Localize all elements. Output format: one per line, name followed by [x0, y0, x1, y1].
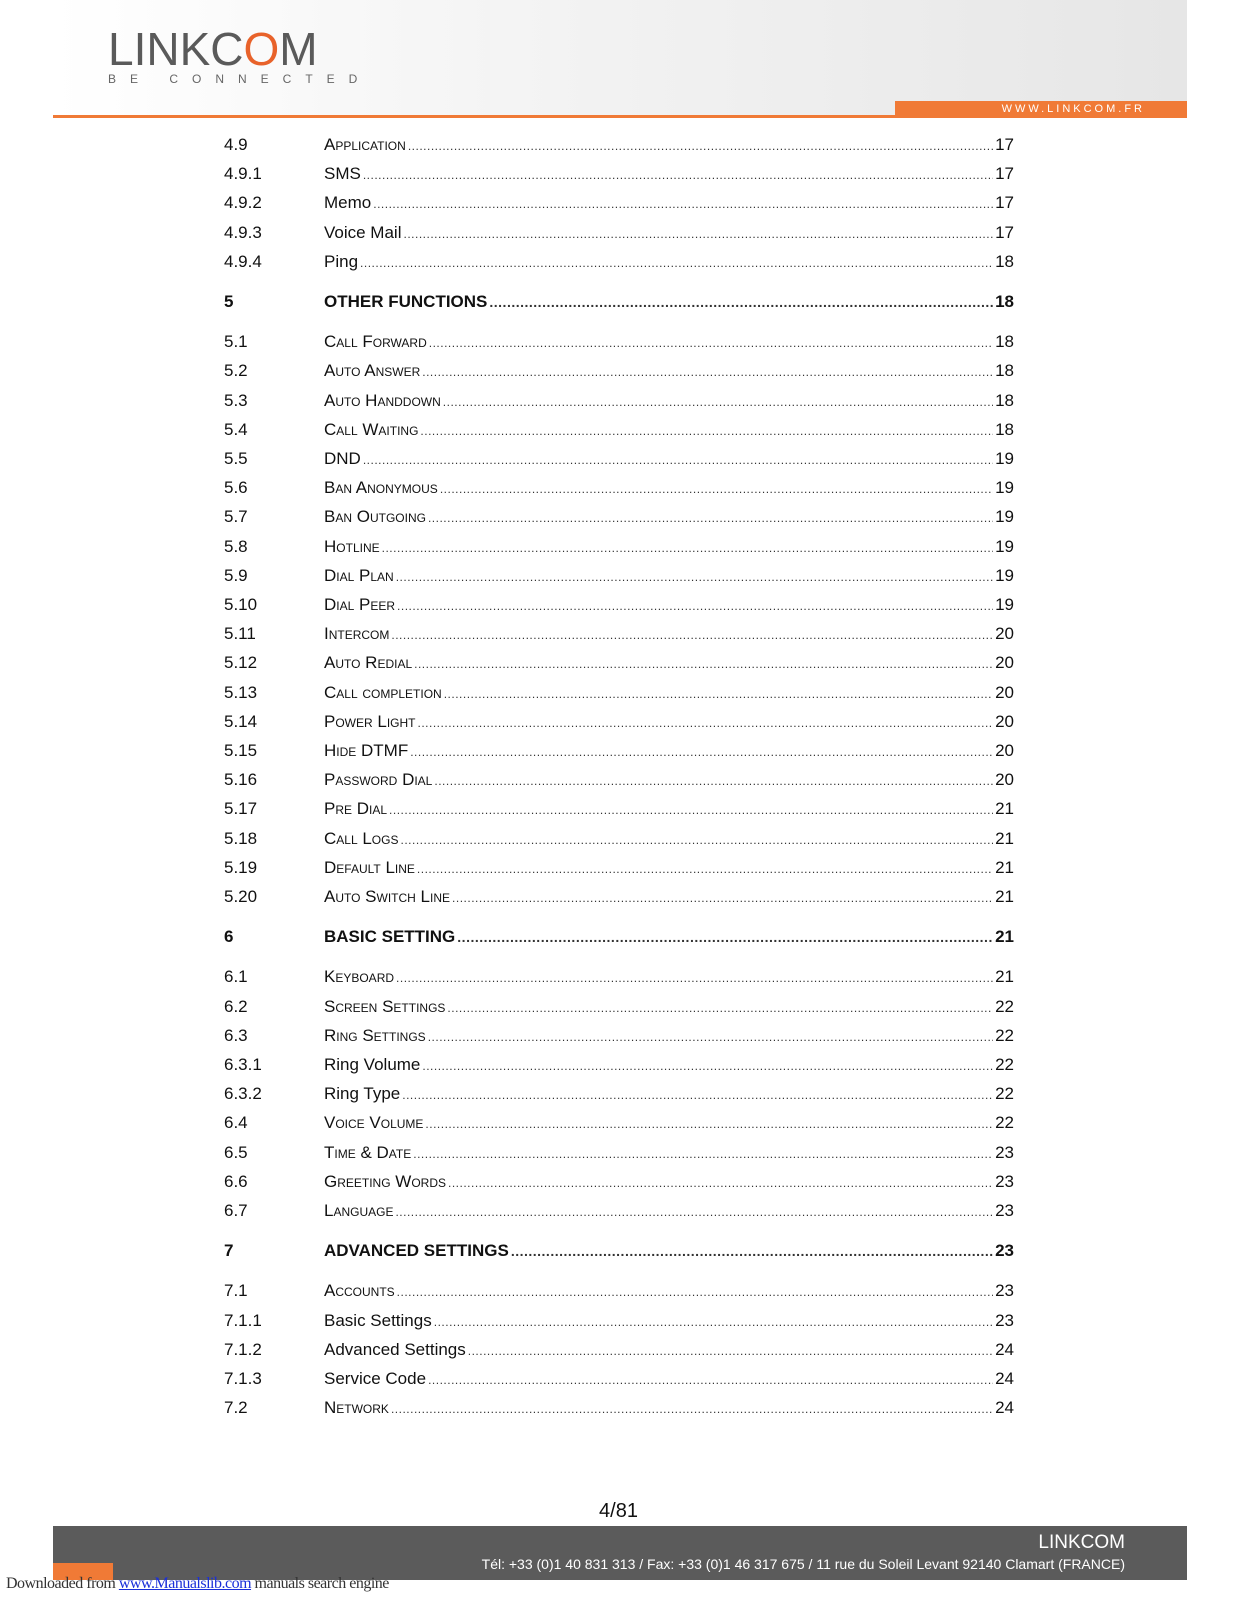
- toc-number: 5.9: [224, 566, 248, 585]
- toc-number: 5.13: [224, 683, 258, 702]
- toc-number: 5.20: [224, 887, 258, 906]
- toc-number: 5.14: [224, 712, 258, 731]
- toc-entry[interactable]: [224, 1277, 1014, 1305]
- manualslib-link[interactable]: www.Manualslib.com: [118, 1575, 252, 1592]
- toc-number: 4.9.4: [224, 252, 262, 271]
- toc-title: Dial Plan: [324, 566, 394, 585]
- toc-entry-body: [324, 160, 1014, 189]
- toc-page: 22: [995, 1026, 1014, 1045]
- toc-leader-dots: [443, 387, 993, 416]
- toc-leader-dots: [448, 1168, 993, 1197]
- toc-leader-dots: [420, 416, 993, 445]
- toc-number: 5.4: [224, 420, 248, 439]
- toc-leader-dots: [428, 503, 993, 532]
- toc-leader-dots: [440, 474, 993, 503]
- toc-number: 5.15: [224, 741, 258, 760]
- toc-entry[interactable]: [224, 189, 1014, 217]
- toc-page: 20: [995, 624, 1014, 643]
- toc-entry[interactable]: [224, 1197, 1014, 1225]
- toc-page: 19: [995, 449, 1014, 468]
- toc-number: 5.17: [224, 799, 258, 818]
- footer-company: LINKCOM: [1038, 1532, 1125, 1553]
- toc-leader-dots: [417, 854, 993, 883]
- page-number: 4/81: [599, 1500, 638, 1522]
- toc-entry[interactable]: [224, 328, 1014, 356]
- toc-entry[interactable]: [224, 1168, 1014, 1196]
- toc-entry-body: [324, 1336, 1014, 1365]
- toc-entry-body: [324, 993, 1014, 1022]
- toc-page: 23: [995, 1172, 1014, 1191]
- toc-entry[interactable]: [224, 416, 1014, 444]
- toc-leader-dots: [434, 766, 993, 795]
- toc-page: 24: [995, 1340, 1014, 1359]
- toc-title: Keyboard: [324, 967, 395, 986]
- page-footer: [53, 1526, 1187, 1580]
- toc-page: 20: [995, 770, 1014, 789]
- toc-entry[interactable]: [224, 288, 1014, 316]
- toc-number: 7.2: [224, 1398, 248, 1417]
- toc-entry-body: [324, 1365, 1014, 1394]
- toc-leader-dots: [395, 1197, 993, 1226]
- toc-entry-body: [324, 708, 1014, 737]
- toc-entry[interactable]: [224, 679, 1014, 707]
- toc-entry-body: [324, 503, 1014, 532]
- toc-title: Application: [324, 135, 406, 154]
- toc-leader-dots: [363, 160, 993, 189]
- toc-page: 20: [995, 683, 1014, 702]
- toc-number: 6.2: [224, 997, 248, 1016]
- toc-number: 5.7: [224, 507, 248, 526]
- toc-title: Ring Volume: [324, 1055, 421, 1074]
- toc-title: Pre Dial: [324, 799, 388, 818]
- toc-number: 5.6: [224, 478, 248, 497]
- toc-title: Advanced Settings: [324, 1340, 466, 1359]
- toc-title: BASIC SETTING: [324, 927, 456, 946]
- toc-page: 23: [995, 1311, 1014, 1330]
- toc-entry-body: [324, 923, 1014, 951]
- toc-number: 5.1: [224, 332, 248, 351]
- toc-entry[interactable]: [224, 445, 1014, 473]
- toc-title: Network: [324, 1398, 389, 1417]
- toc-entry-body: [324, 416, 1014, 445]
- toc-page: 23: [995, 1201, 1014, 1220]
- toc-number: 4.9: [224, 135, 248, 154]
- toc-leader-dots: [373, 189, 993, 218]
- toc-leader-dots: [429, 328, 993, 357]
- toc-entry-body: [324, 1051, 1014, 1080]
- toc-entry-body: [324, 248, 1014, 277]
- toc-title: Hotline: [324, 537, 380, 556]
- toc-leader-dots: [468, 1336, 993, 1365]
- toc-number: 5.8: [224, 537, 248, 556]
- toc-title: Accounts: [324, 1281, 395, 1300]
- toc-entry[interactable]: [224, 1394, 1014, 1422]
- toc-page: 19: [995, 478, 1014, 497]
- header-divider: [53, 115, 1187, 118]
- toc-entry-body: [324, 795, 1014, 824]
- toc-title: OTHER FUNCTIONS: [324, 292, 488, 311]
- toc-entry-body: [324, 591, 1014, 620]
- toc-entry[interactable]: [224, 357, 1014, 385]
- toc-entry-body: [324, 649, 1014, 678]
- toc-number: 5.19: [224, 858, 258, 877]
- toc-title: Memo: [324, 193, 372, 212]
- toc-entry-body: [324, 963, 1014, 992]
- toc-entry[interactable]: [224, 562, 1014, 590]
- toc-entry-body: [324, 131, 1014, 160]
- toc-entry-body: [324, 766, 1014, 795]
- linkcom-logo: [108, 24, 371, 86]
- toc-number: 7.1.2: [224, 1340, 262, 1359]
- toc-entry-body: [324, 1197, 1014, 1226]
- toc-title: Password Dial: [324, 770, 433, 789]
- toc-entry-body: [324, 1307, 1014, 1336]
- toc-entry-body: [324, 854, 1014, 883]
- toc-title: Greeting Words: [324, 1172, 446, 1191]
- toc-entry-body: [324, 883, 1014, 912]
- toc-entry[interactable]: [224, 737, 1014, 765]
- toc-leader-dots: [391, 620, 993, 649]
- download-prefix: Downloaded from: [6, 1575, 116, 1592]
- toc-number: 5.16: [224, 770, 258, 789]
- toc-leader-dots: [396, 963, 993, 992]
- download-suffix: manuals search engine: [251, 1575, 389, 1592]
- toc-entry-body: [324, 474, 1014, 503]
- toc-entry[interactable]: [224, 1307, 1014, 1335]
- toc-entry[interactable]: [224, 1051, 1014, 1079]
- toc-entry-body: [324, 328, 1014, 357]
- toc-page: 18: [995, 420, 1014, 439]
- toc-title: SMS: [324, 164, 361, 183]
- toc-entry[interactable]: [224, 503, 1014, 531]
- toc-entry-body: [324, 1277, 1014, 1306]
- toc-leader-dots: [457, 923, 993, 951]
- toc-title: Time & Date: [324, 1143, 412, 1162]
- toc-entry[interactable]: [224, 649, 1014, 677]
- toc-entry[interactable]: [224, 708, 1014, 736]
- toc-number: 5.2: [224, 361, 248, 380]
- toc-entry[interactable]: [224, 993, 1014, 1021]
- toc-leader-dots: [410, 737, 993, 766]
- toc-number: 5.3: [224, 391, 248, 410]
- website-url: WWW.LINKCOM.FR: [1001, 103, 1145, 115]
- toc-number: 7.1.3: [224, 1369, 262, 1388]
- logo-globe-icon: O: [243, 23, 280, 75]
- toc-number: 4.9.2: [224, 193, 262, 212]
- toc-number: 6.3.2: [224, 1084, 262, 1103]
- toc-title: Auto Answer: [324, 361, 421, 380]
- toc-leader-dots: [389, 795, 993, 824]
- toc-leader-dots: [489, 288, 993, 316]
- toc-number: 6: [224, 927, 234, 946]
- toc-page: 21: [995, 799, 1014, 818]
- toc-page: 23: [995, 1143, 1014, 1162]
- toc-page: 18: [995, 361, 1014, 380]
- toc-entry[interactable]: [224, 387, 1014, 415]
- toc-title: Intercom: [324, 624, 390, 643]
- toc-entry[interactable]: [224, 963, 1014, 991]
- toc-title: Language: [324, 1201, 394, 1220]
- toc-entry-body: [324, 1168, 1014, 1197]
- toc-title: Ban Outgoing: [324, 507, 426, 526]
- toc-page: 17: [995, 223, 1014, 242]
- toc-entry[interactable]: [224, 883, 1014, 911]
- toc-leader-dots: [422, 1051, 993, 1080]
- toc-leader-dots: [434, 1307, 993, 1336]
- toc-entry-body: [324, 445, 1014, 474]
- toc-number: 4.9.1: [224, 164, 262, 183]
- toc-title: Call Forward: [324, 332, 427, 351]
- toc-entry-body: [324, 1394, 1014, 1423]
- toc-title: Service Code: [324, 1369, 427, 1388]
- toc-number: 6.1: [224, 967, 248, 986]
- toc-entry-body: [324, 189, 1014, 218]
- toc-number: 7.1: [224, 1281, 248, 1300]
- toc-leader-dots: [391, 1394, 993, 1423]
- toc-number: 5.5: [224, 449, 248, 468]
- toc-page: 23: [995, 1281, 1014, 1300]
- toc-entry-body: [324, 219, 1014, 248]
- toc-number: 6.4: [224, 1113, 248, 1132]
- toc-entry[interactable]: [224, 248, 1014, 276]
- toc-title: Screen Settings: [324, 997, 446, 1016]
- toc-title: Ban Anonymous: [324, 478, 438, 497]
- toc-title: Ring Settings: [324, 1026, 426, 1045]
- toc-title: Hide DTMF: [324, 741, 409, 760]
- toc-leader-dots: [363, 445, 993, 474]
- toc-entry-body: [324, 737, 1014, 766]
- toc-page: 18: [995, 292, 1014, 311]
- toc-page: 20: [995, 712, 1014, 731]
- toc-leader-dots: [413, 1139, 993, 1168]
- logo-wordmark: LINKCOM: [108, 23, 318, 75]
- toc-page: 24: [995, 1369, 1014, 1388]
- toc-leader-dots: [428, 1365, 993, 1394]
- toc-entry-body: [324, 1109, 1014, 1138]
- toc-leader-dots: [452, 883, 993, 912]
- toc-leader-dots: [414, 649, 993, 678]
- toc-entry[interactable]: [224, 854, 1014, 882]
- toc-leader-dots: [408, 131, 993, 160]
- toc-leader-dots: [402, 1080, 993, 1109]
- toc-leader-dots: [396, 562, 993, 591]
- toc-entry[interactable]: [224, 795, 1014, 823]
- toc-entry[interactable]: [224, 1022, 1014, 1050]
- toc-page: 19: [995, 566, 1014, 585]
- toc-number: 6.3.1: [224, 1055, 262, 1074]
- toc-page: 20: [995, 741, 1014, 760]
- toc-number: 5.12: [224, 653, 258, 672]
- toc-title: Auto Redial: [324, 653, 413, 672]
- toc-title: Call completion: [324, 683, 442, 702]
- toc-title: Power Light: [324, 712, 416, 731]
- toc-entry-body: [324, 288, 1014, 316]
- toc-page: 21: [995, 967, 1014, 986]
- toc-number: 6.7: [224, 1201, 248, 1220]
- toc-page: 22: [995, 1055, 1014, 1074]
- toc-leader-dots: [400, 825, 993, 854]
- toc-leader-dots: [397, 591, 993, 620]
- toc-leader-dots: [403, 219, 993, 248]
- toc-page: 22: [995, 1084, 1014, 1103]
- toc-page: 18: [995, 332, 1014, 351]
- toc-entry[interactable]: [224, 474, 1014, 502]
- toc-page: 17: [995, 135, 1014, 154]
- toc-entry[interactable]: [224, 219, 1014, 247]
- toc-page: 22: [995, 997, 1014, 1016]
- toc-page: 23: [995, 1241, 1014, 1260]
- toc-entry[interactable]: [224, 766, 1014, 794]
- toc-page: 19: [995, 537, 1014, 556]
- toc-entry[interactable]: [224, 1365, 1014, 1393]
- toc-entry-body: [324, 825, 1014, 854]
- toc-entry[interactable]: [224, 1109, 1014, 1137]
- toc-entry-body: [324, 533, 1014, 562]
- toc-page: 21: [995, 829, 1014, 848]
- toc-leader-dots: [447, 993, 993, 1022]
- toc-page: 24: [995, 1398, 1014, 1417]
- toc-entry[interactable]: [224, 160, 1014, 188]
- toc-title: Ring Type: [324, 1084, 401, 1103]
- toc-leader-dots: [425, 1109, 993, 1138]
- toc-entry-body: [324, 562, 1014, 591]
- toc-entry-body: [324, 620, 1014, 649]
- toc-page: 18: [995, 252, 1014, 271]
- toc-page: 21: [995, 887, 1014, 906]
- toc-page: 17: [995, 193, 1014, 212]
- toc-page: 18: [995, 391, 1014, 410]
- toc-title: Ping: [324, 252, 359, 271]
- toc-number: 5: [224, 292, 234, 311]
- toc-title: Basic Settings: [324, 1311, 432, 1330]
- toc-entry-body: [324, 1139, 1014, 1168]
- toc-entry-body: [324, 357, 1014, 386]
- toc-entry[interactable]: [224, 1080, 1014, 1108]
- toc-entry[interactable]: [224, 1237, 1014, 1265]
- toc-title: DND: [324, 449, 361, 468]
- toc-leader-dots: [360, 248, 993, 277]
- toc-entry-body: [324, 1080, 1014, 1109]
- toc-leader-dots: [511, 1237, 993, 1265]
- toc-entry-body: [324, 387, 1014, 416]
- toc-number: 5.18: [224, 829, 258, 848]
- toc-entry[interactable]: [224, 1336, 1014, 1364]
- toc-title: Dial Peer: [324, 595, 396, 614]
- toc-page: 19: [995, 595, 1014, 614]
- toc-title: Voice Mail: [324, 223, 402, 242]
- toc-page: 21: [995, 927, 1014, 946]
- toc-leader-dots: [422, 357, 993, 386]
- toc-entry-body: [324, 679, 1014, 708]
- toc-leader-dots: [428, 1022, 993, 1051]
- toc-leader-dots: [382, 533, 993, 562]
- toc-leader-dots: [418, 708, 994, 737]
- download-notice: [6, 1575, 389, 1593]
- toc-title: Auto Handdown: [324, 391, 441, 410]
- toc-entry[interactable]: [224, 131, 1014, 159]
- toc-number: 5.11: [224, 624, 256, 643]
- toc-title: Default Line: [324, 858, 415, 877]
- toc-number: 6.5: [224, 1143, 248, 1162]
- toc-title: Voice Volume: [324, 1113, 424, 1132]
- toc-entry[interactable]: [224, 620, 1014, 648]
- toc-entry[interactable]: [224, 1139, 1014, 1167]
- toc-page: 21: [995, 858, 1014, 877]
- toc-number: 6.3: [224, 1026, 248, 1045]
- toc-title: Call Waiting: [324, 420, 419, 439]
- toc-entry-body: [324, 1022, 1014, 1051]
- toc-page: 19: [995, 507, 1014, 526]
- toc-title: Call Logs: [324, 829, 399, 848]
- toc-page: 22: [995, 1113, 1014, 1132]
- toc-entry[interactable]: [224, 923, 1014, 951]
- toc-entry[interactable]: [224, 825, 1014, 853]
- toc-number: 5.10: [224, 595, 258, 614]
- logo-tagline: BE CONNECTED: [108, 72, 372, 86]
- toc-entry-body: [324, 1237, 1014, 1265]
- toc-leader-dots: [397, 1277, 993, 1306]
- toc-number: 6.6: [224, 1172, 248, 1191]
- toc-title: Auto Switch Line: [324, 887, 451, 906]
- toc-page: 20: [995, 653, 1014, 672]
- footer-address: Tél: +33 (0)1 40 831 313 / Fax: +33 (0)1 46 317 675 / 11 rue du Soleil Levant 92140 Clamart (FRANCE): [481, 1556, 1125, 1572]
- toc-entry[interactable]: [224, 591, 1014, 619]
- toc-entry[interactable]: [224, 533, 1014, 561]
- toc-number: 7.1.1: [224, 1311, 262, 1330]
- toc-title: ADVANCED SETTINGS: [324, 1241, 509, 1260]
- toc-page: 17: [995, 164, 1014, 183]
- toc-number: 4.9.3: [224, 223, 262, 242]
- toc-leader-dots: [444, 679, 993, 708]
- toc-number: 7: [224, 1241, 234, 1260]
